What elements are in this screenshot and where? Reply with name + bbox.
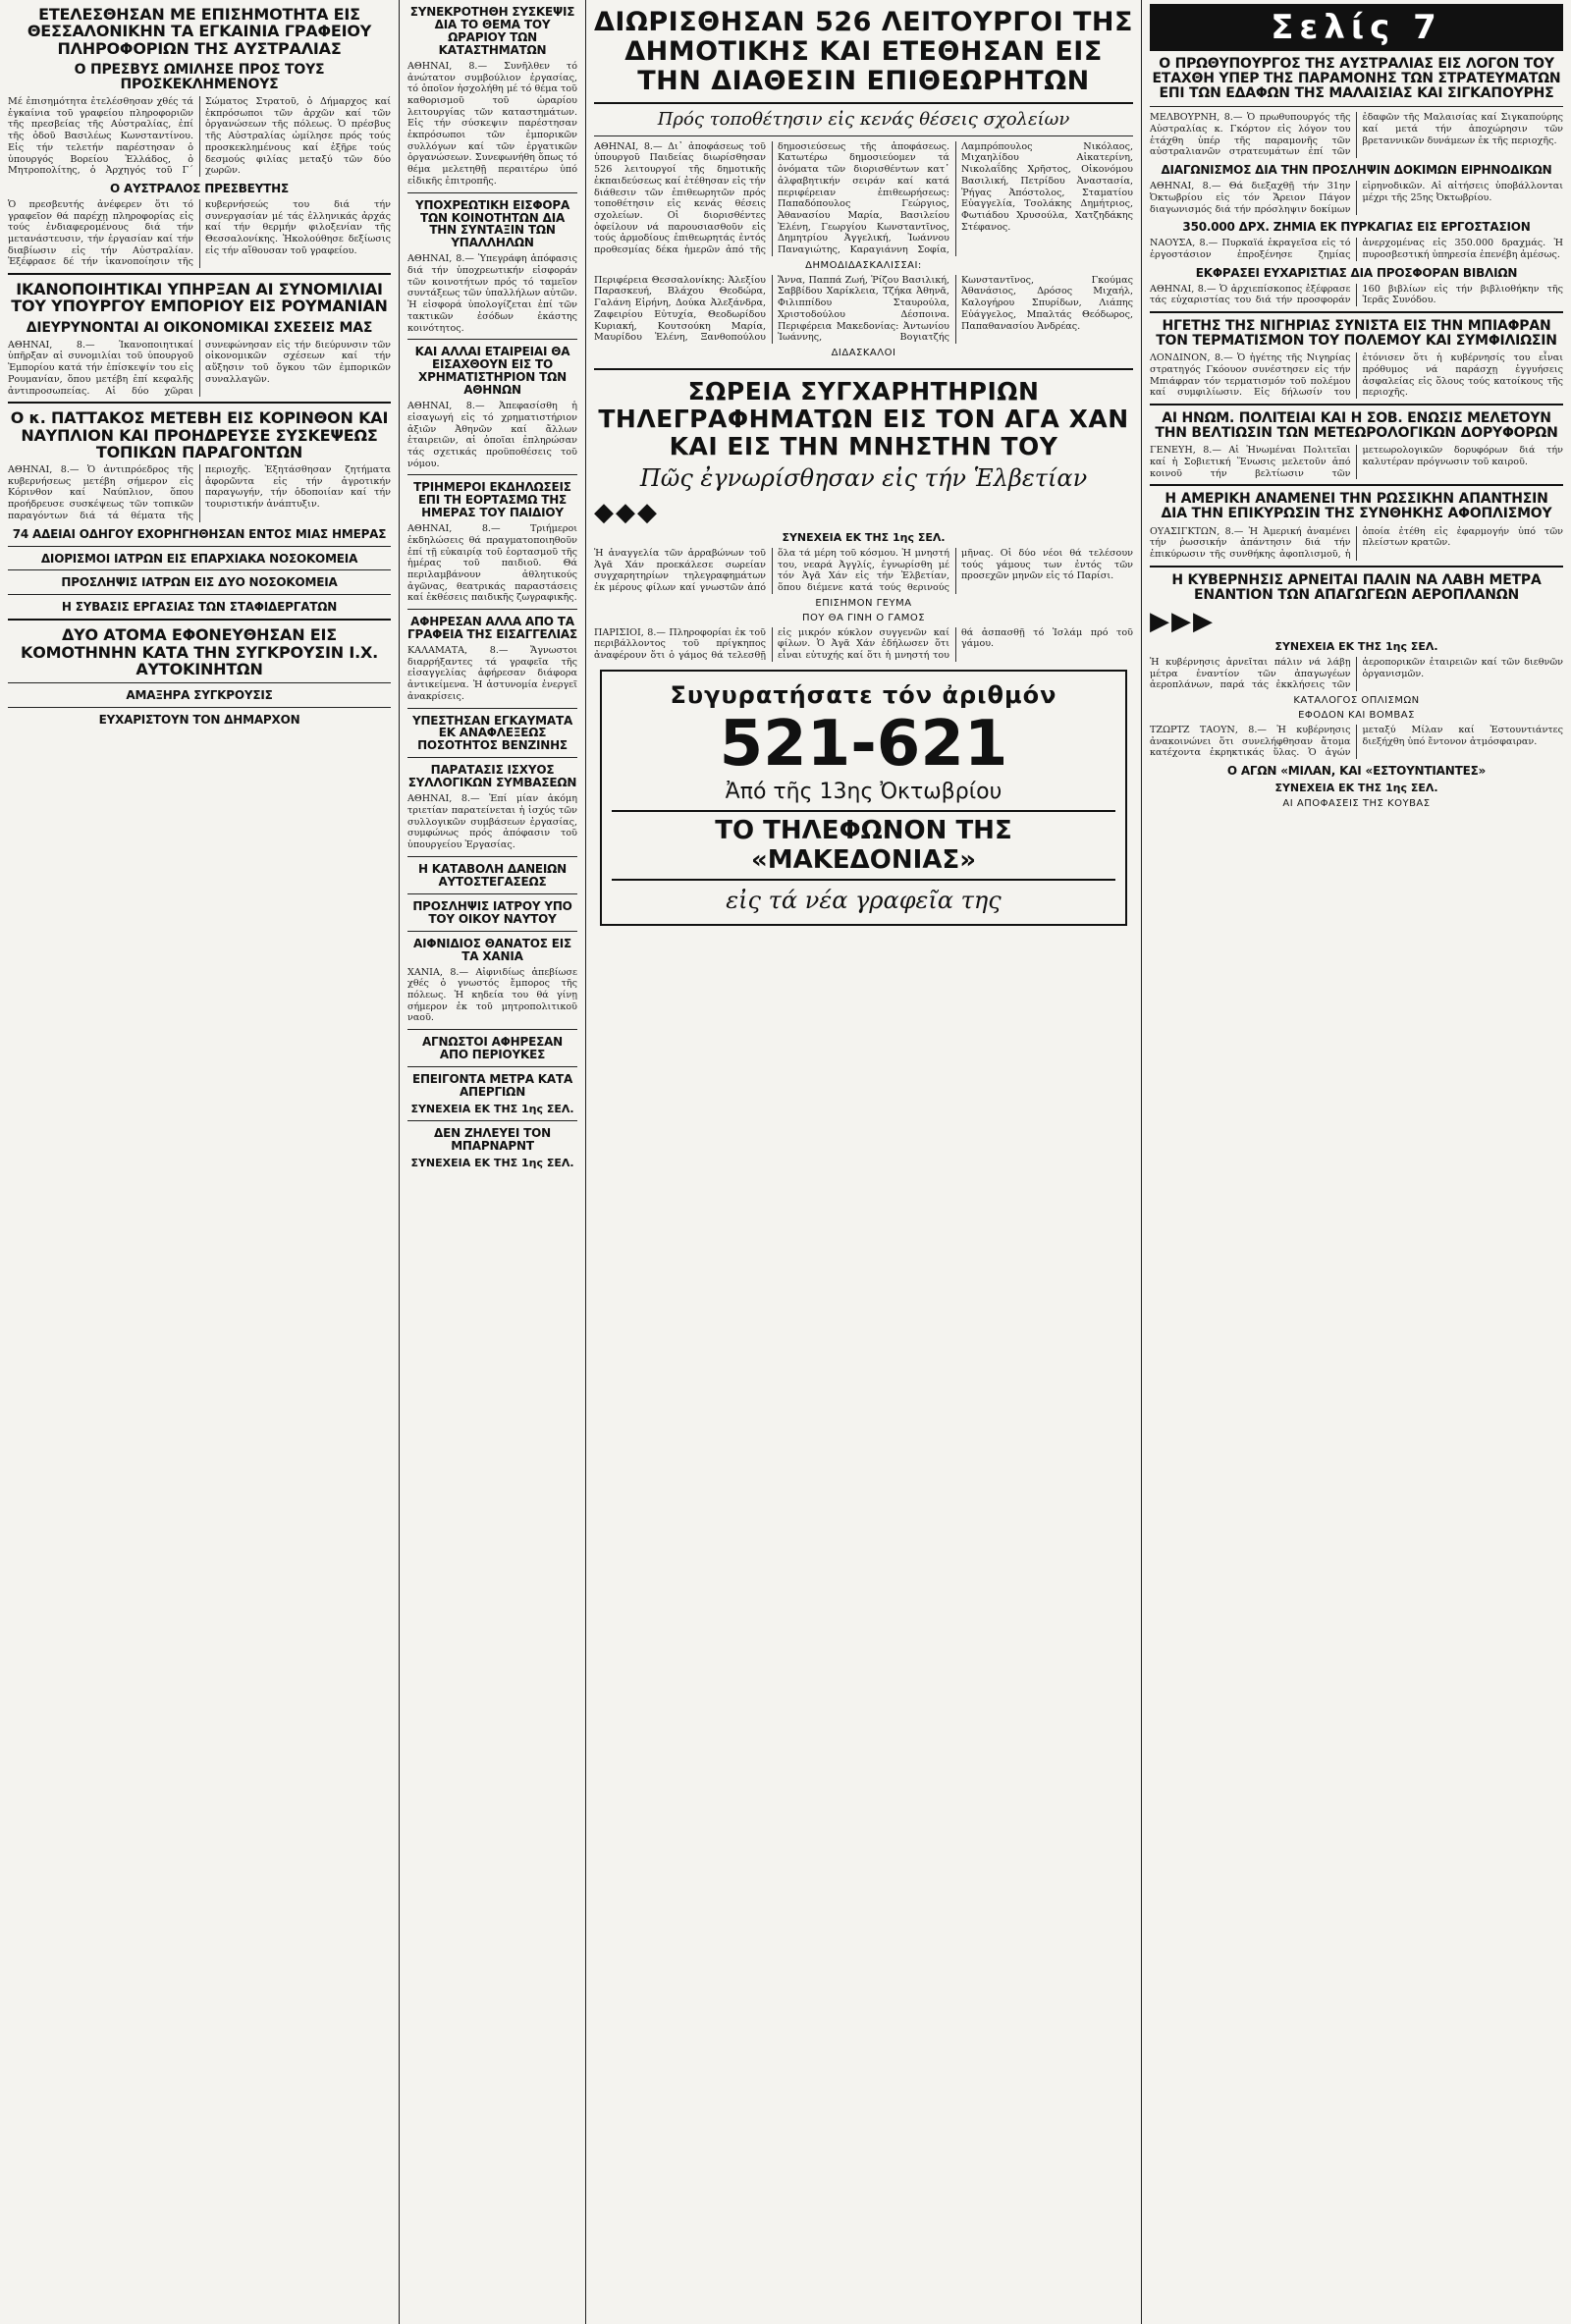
article-body: Ὁ πρεσβευτής ἀνέφερεν ὅτι τό γραφεῖον θά παρέχῃ πληροφορίας εἰς τούς ἐνδιαφερομένους διά τήν μετανάστευσιν, τήν ἐργασίαν καί τήν διαβίωσιν εἰς τήν Αὐστραλίαν. Ἐξέφρασε δέ τήν ἱκανοποίησιν τῆς κυβερνήσεώς του διά τήν συνεργασίαν μέ τάς ἑλληνικάς ἀρχάς καί τήν θερμήν φιλοξενίαν τῆς Θεσσαλονίκης. Ἠκολούθησε δεξίωσις εἰς τήν αἴθουσαν τοῦ γραφείου. [8,198,391,268]
continuation-marker: ▶▶▶ [1150,606,1215,636]
page-number-logo: Σελίς 7 [1150,4,1563,51]
divider [8,619,391,621]
main-story [586,0,1141,2324]
divider [8,707,391,708]
section-label: ΑΙ ΑΠΟΦΑΣΕΙΣ ΤΗΣ ΚΟΥΒΑΣ [1282,798,1431,809]
column-second [400,0,585,2324]
continuation-label: ΣΥΝΕΧΕΙΑ ΕΚ ΤΗΣ 1ης ΣΕΛ. [782,530,946,544]
article-body: ΑΘΗΝΑΙ, 8.— Ὁ ἀρχιεπίσκοπος ἐξέφρασε τάς εὐχαριστίας του διά τήν προσφοράν 160 βιβλίων εἰς τήν βιβλιοθήκην τῆς Ἱερᾶς Συνόδου. [1150,283,1563,306]
headline: ΤΡΙΗΜΕΡΟΙ ΕΚΔΗΛΩΣΕΙΣ ΕΠΙ ΤΗ ΕΟΡΤΑΣΜΩ ΤΗΣ ΗΜΕΡΑΣ ΤΟΥ ΠΑΙΔΙΟΥ [413,480,571,520]
banner-subheadline: Πρός τοποθέτησιν εἰς κενάς θέσεις σχολείων [657,108,1070,130]
article-body: ΑΘΗΝΑΙ, 8.— Δι᾿ ἀποφάσεως τοῦ ὑπουργοῦ Παιδείας διωρίσθησαν 526 λειτουργοί τῆς δημοτικῆς ἐκπαιδεύσεως καί ἐτέθησαν εἰς τήν διάθεσιν τῶν ἐπιθεωρητῶν πρός τοποθέτησιν εἰς κενάς θέσεις σχολείων. Οἱ διορισθέντες ὀφείλουν νά παρουσιασθοῦν εἰς τούς ἁρμοδίους ἐπιθεωρητάς ἐντός προθεσμίας δέκα ἡμερῶν ἀπό τῆς δημοσιεύσεως τῆς ἀποφάσεως. Κατωτέρω δημοσιεύομεν τά ὀνόματα τῶν διορισθέντων κατ᾿ ἀλφαβητικήν σειράν καί κατά περιφέρειαν ἐπιθεωρήσεως: Παπαδόπουλος Γεώργιος, Ἀθανασίου Μαρία, Βασιλείου Ἐλένη, Γεωργίου Κωνσταντῖνος, Δημητρίου Ἀγγελική, Ἰωάννου Παναγιώτης, Καραγιάννη Σοφία, Λαμπρόπουλος Νικόλαος, Μιχαηλίδου Αἰκατερίνη, Νικολαΐδης Χρῆστος, Οἰκονόμου Βασιλική, Πετρίδου Ἀναστασία, Ῥήγας Ἀπόστολος, Σταματίου Εὐαγγελία, Τσολάκης Δημήτριος, Φωτιάδου Χρυσούλα, Χατζηδάκης Στέφανος. [594,140,1133,256]
headline: Ο κ. ΠΑΤΤΑΚΟΣ ΜΕΤΕΒΗ ΕΙΣ ΚΟΡΙΝΘΟΝ ΚΑΙ ΝΑΥΠΛΙΟΝ ΚΑΙ ΠΡΟΗΔΡΕΥΣΕ ΣΥΣΚΕΨΕΩΣ ΤΟΠΙΚΩΝ ΠΑΡΑΓΟΝΤΩΝ [10,408,389,461]
headline: Η ΚΥΒΕΡΝΗΣΙΣ ΑΡΝΕΙΤΑΙ ΠΑΛΙΝ ΝΑ ΛΑΒΗ ΜΕΤΡΑ ΕΝΑΝΤΙΟΝ ΤΩΝ ΑΠΑΓΩΓΕΩΝ ΑΕΡΟΠΛΑΝΩΝ [1171,571,1542,603]
divider [407,893,577,894]
divider [8,594,391,595]
divider [407,708,577,709]
headline: ΣΥΝΕΚΡΟΤΗΘΗ ΣΥΣΚΕΨΙΣ ΔΙΑ ΤΟ ΘΕΜΑ ΤΟΥ ΩΡΑΡΙΟΥ ΤΩΝ ΚΑΤΑΣΤΗΜΑΤΩΝ [409,5,575,57]
headline: ΔΥΟ ΑΤΟΜΑ ΕΦΟΝΕΥΘΗΣΑΝ ΕΙΣ ΚΟΜΟΤΗΝΗΝ ΚΑΤΑ ΤΗΝ ΣΥΓΚΡΟΥΣΙΝ Ι.Χ. ΑΥΤΟΚΙΝΗΤΩΝ [21,625,378,678]
article-body: ΟΥΑΣΙΓΚΤΩΝ, 8.— Ἡ Ἀμερική ἀναμένει τήν ῥωσσικήν ἀπάντησιν διά τήν ἐπικύρωσιν τῆς συνθήκης ἀφοπλισμοῦ, ἡ ὁποία ἐτέθη εἰς ἐφαρμογήν ὑπό τῶν πλείστων κρατῶν. [1150,525,1563,560]
continuation-label: ΣΥΝΕΧΕΙΑ ΕΚ ΤΗΣ 1ης ΣΕΛ. [1274,782,1438,794]
article-body: ΧΑΝΙΑ, 8.— Αἰφνιδίως ἀπεβίωσε χθές ὁ γνωστός ἔμπορος τῆς πόλεως. Ἡ κηδεία του θά γίνῃ σήμερον ἐκ τοῦ μητροπολιτικοῦ ναοῦ. [407,966,577,1024]
continuation-label: ΣΥΝΕΧΕΙΑ ΕΚ ΤΗΣ 1ης ΣΕΛ. [410,1156,574,1169]
ad-phone-number: 521-621 [719,707,1008,781]
subheadline: Ο ΑΥΣΤΡΑΛΟΣ ΠΡΕΣΒΕΥΤΗΣ [110,181,289,195]
divider [407,474,577,475]
article-body: ΑΘΗΝΑΙ, 8.— Ὑπεγράφη ἀπόφασις διά τήν ὑποχρεωτικήν εἰσφοράν τῶν κοινοτήτων πρός τό ταμεῖον συντάξεως τῶν ὑπαλλήλων αὐτῶν. Ἡ εἰσφορά ὑπολογίζεται ἐπί τῶν τακτικῶν ἐσόδων ἑκάστης κοινότητος. [407,253,577,334]
article-body: ΓΕΝΕΥΗ, 8.— Αἱ Ἡνωμέναι Πολιτεῖαι καί ἡ Σοβιετική Ἕνωσις μελετοῦν ἀπό κοινοῦ τήν βελτίωσιν τῶν μετεωρολογικῶν δορυφόρων διά τήν καλυτέραν πρόγνωσιν τοῦ καιροῦ. [1150,445,1563,479]
article-body: ΝΑΟΥΣΑ, 8.— Πυρκαϊά ἐκραγεῖσα εἰς τό ἐργοστάσιον ἐπροξένησε ζημίας ἀνερχομένας εἰς 350.000 δραχμάς. Ἡ πυροσβεστική ὑπηρεσία ἐπενέβη ἀμέσως. [1150,238,1563,260]
divider [407,757,577,758]
divider [407,339,577,340]
divider [407,192,577,193]
divider [407,609,577,610]
subheadline: Ο ΠΡΕΣΒΥΣ ΩΜΙΛΗΣΕ ΠΡΟΣ ΤΟΥΣ ΠΡΟΣΚΕΚΛΗΜΕΝΟΥΣ [74,61,325,92]
headline: ΠΡΟΣΛΗΨΙΣ ΙΑΤΡΩΝ ΕΙΣ ΔΥΟ ΝΟΣΟΚΟΜΕΙΑ [61,575,338,590]
section-label: ΔΗΜΟΔΙΔΑΣΚΑΛΙΣΣΑΙ: [805,259,922,271]
phone-advertisement [600,670,1127,926]
divider [8,402,391,404]
headline: ΠΑΡΑΤΑΣΙΣ ΙΣΧΥΟΣ ΣΥΛΛΟΓΙΚΩΝ ΣΥΜΒΑΣΕΩΝ [407,763,577,790]
section-label: ΔΙΔΑΣΚΑΛΟΙ [831,347,896,358]
divider [1150,484,1563,486]
article-body: Ἡ ἀναγγελία τῶν ἀρραβώνων τοῦ Ἀγᾶ Χάν προεκάλεσε σωρείαν συγχαρητηρίων τηλεγραφημάτων ἐκ μέρους φίλων καί γνωστῶν ἀπό ὅλα τά μέρη τοῦ κόσμου. Ἡ μνηστή του, νεαρά Ἀγγλίς, ἐγνωρίσθη μέ τόν Ἀγᾶ Χάν εἰς τήν Ἑλβετίαν, ὅπου διέμενε κατά τούς θερινούς μῆνας. Οἱ δύο νέοι θά τελέσουν τούς γάμους των ἐντός τῶν προσεχῶν μηνῶν εἰς τό Παρίσι. [594,547,1133,594]
continuation-label: ΣΥΝΕΧΕΙΑ ΕΚ ΤΗΣ 1ης ΣΕΛ. [410,1102,574,1115]
divider [407,1066,577,1067]
article-body: Ἡ κυβέρνησις ἀρνεῖται πάλιν νά λάβῃ μέτρα ἐναντίον τῶν ἀπαγωγέων ἀεροπλάνων, παρά τάς ἐκκλήσεις τῶν ἀεροπορικῶν ἑταιρειῶν καί τῶν διεθνῶν ὀργανισμῶν. [1150,656,1563,691]
headline: Η ΚΑΤΑΒΟΛΗ ΔΑΝΕΙΩΝ ΑΥΤΟΣΤΕΓΑΣΕΩΣ [417,861,568,889]
headline: ΑΦΗΡΕΣΑΝ ΑΛΛΑ ΑΠΟ ΤΑ ΓΡΑΦΕΙΑ ΤΗΣ ΕΙΣΑΓΓΕΛΙΑΣ [407,615,577,642]
divider [1150,311,1563,313]
headline: ΣΩΡΕΙΑ ΣΥΓΧΑΡΗΤΗΡΙΩΝ ΤΗΛΕΓΡΑΦΗΜΑΤΩΝ ΕΙΣ ΤΟΝ ΑΓΑ ΧΑΝ ΚΑΙ ΕΙΣ ΤΗΝ ΜΝΗΣΤΗΝ ΤΟΥ [598,376,1129,460]
headline: Η ΑΜΕΡΙΚΗ ΑΝΑΜΕΝΕΙ ΤΗΝ ΡΩΣΣΙΚΗΝ ΑΠΑΝΤΗΣΙΝ ΔΙΑ ΤΗΝ ΕΠΙΚΥΡΩΣΙΝ ΤΗΣ ΣΥΝΘΗΚΗΣ ΑΦΟΠΛΙΣΜΟΥ [1161,491,1552,522]
headline: ΠΡΟΣΛΗΨΙΣ ΙΑΤΡΟΥ ΥΠΟ ΤΟΥ ΟΙΚΟΥ ΝΑΥΤΟΥ [412,898,572,926]
article-body: ΑΘΗΝΑΙ, 8.— Συνῆλθεν τό ἀνώτατον συμβούλιον ἐργασίας, τό ὁποῖον ἠσχολήθη μέ τό θέμα τοῦ καθορισμοῦ τοῦ ὡραρίου λειτουργίας τῶν καταστημάτων. Εἰς τήν σύσκεψιν παρέστησαν ἐκπρόσωποι τῶν ἐμπορικῶν συλλόγων καί τῶν ἐργατικῶν ὀργανώσεων. Συνεφωνήθη ὅπως τό θέμα μελετηθῇ περαιτέρω ὑπό εἰδικῆς ἐπιτροπῆς. [407,60,577,187]
article-body: ΛΟΝΔΙΝΟΝ, 8.— Ὁ ἡγέτης τῆς Νιγηρίας στρατηγός Γκόουον συνέστησεν εἰς τήν Μπιάφραν τόν τερματισμόν τοῦ πολέμου καί συμφιλίωσιν. Εἰς δήλωσίν του ἐτόνισεν ὅτι ἡ κυβέρνησίς του εἶναι πρόθυμος νά παράσχῃ ἐγγυήσεις ἀσφαλείας εἰς ὅλους τούς κατοίκους τῆς περιοχῆς. [1150,352,1563,399]
headline: ΚΑΙ ΑΛΛΑΙ ΕΤΑΙΡΕΙΑΙ ΘΑ ΕΙΣΑΧΘΟΥΝ ΕΙΣ ΤΟ ΧΡΗΜΑΤΙΣΤΗΡΙΟΝ ΤΩΝ ΑΘΗΝΩΝ [414,345,570,398]
article-body: ΑΘΗΝΑΙ, 8.— Ἀπεφασίσθη ἡ εἰσαγωγή εἰς τό χρηματιστήριον ἀξιῶν Ἀθηνῶν καί ἄλλων ἑταιρειῶν, αἱ ὁποῖαι ἐπληρώσαν τάς σχετικάς προϋποθέσεις τοῦ νόμου. [407,401,577,469]
continuation-label: ΣΥΝΕΧΕΙΑ ΕΚ ΤΗΣ 1ης ΣΕΛ. [1274,639,1438,653]
divider [407,1120,577,1121]
divider [594,135,1133,136]
article-body: ΑΘΗΝΑΙ, 8.— Ὁ ἀντιπρόεδρος τῆς κυβερνήσεως μετέβη σήμερον εἰς Κόρινθον καί Ναύπλιον, ὅπου προήδρευσε συσκέψεως τῶν τοπικῶν παραγόντων διά τά θέματα τῆς περιοχῆς. Ἐξητάσθησαν ζητήματα ἀφορῶντα εἰς τήν ἀγροτικήν παραγωγήν, τήν ὁδοποιίαν καί τήν τουριστικήν ἀνάπτυξιν. [8,464,391,521]
divider [8,682,391,683]
headline: ΕΤΕΛΕΣΘΗΣΑΝ ΜΕ ΕΠΙΣΗΜΟΤΗΤΑ ΕΙΣ ΘΕΣΣΑΛΟΝΙΚΗΝ ΤΑ ΕΓΚΑΙΝΙΑ ΓΡΑΦΕΙΟΥ ΠΛΗΡΟΦΟΡΙΩΝ ΤΗΣ ΑΥΣΤΡΑΛΙΑΣ [27,5,372,58]
section-label: ΕΦΟΔΟΝ ΚΑΙ ΒΟΜΒΑΣ [1298,709,1415,721]
headline: Ο ΠΡΩΘΥΠΟΥΡΓΟΣ ΤΗΣ ΑΥΣΤΡΑΛΙΑΣ ΕΙΣ ΛΟΓΟΝ ΤΟΥ ΕΤΑΧΘΗ ΥΠΕΡ ΤΗΣ ΠΑΡΑΜΟΝΗΣ ΤΩΝ ΣΤΡΑΤΕΥΜΑΤΩΝ ΕΠΙ ΤΩΝ ΕΔΑΦΩΝ ΤΗΣ ΜΑΛΑΙΣΙΑΣ ΚΑΙ ΣΙΓΚΑΠΟΥΡΗΣ [1152,56,1561,102]
divider [594,102,1133,104]
headline: ΔΙΑΓΩΝΙΣΜΟΣ ΔΙΑ ΤΗΝ ΠΡΟΣΛΗΨΙΝ ΔΟΚΙΜΩΝ ΕΙΡΗΝΟΔΙΚΩΝ [1161,163,1552,178]
headline: ΕΥΧΑΡΙΣΤΟΥΝ ΤΟΝ ΔΗΜΑΡΧΟΝ [98,713,300,728]
headline: ΔΙΟΡΙΣΜΟΙ ΙΑΤΡΩΝ ΕΙΣ ΕΠΑΡΧΙΑΚΑ ΝΟΣΟΚΟΜΕΙΑ [40,551,358,566]
article-body: ΑΘΗΝΑΙ, 8.— Θά διεξαχθῇ τήν 31ην Ὀκτωβρίου εἰς τόν Ἄρειον Πάγον διαγωνισμός διά τήν πρόσληψιν δοκίμων εἰρηνοδικῶν. Αἱ αἰτήσεις ὑποβάλλονται μέχρι τῆς 25ης Ὀκτωβρίου. [1150,181,1563,215]
article-body: Περιφέρεια Θεσσαλονίκης: Ἀλεξίου Παρασκευή, Βλάχου Θεοδώρα, Γαλάνη Εἰρήνη, Δούκα Ἀλεξάνδρα, Ζαφειρίου Εὐτυχία, Θεοδωρίδου Κυριακή, Κουτσούκη Μαρία, Μαυρίδου Ἑλένη, Ξανθοπούλου Ἄννα, Παππά Ζωή, Ῥίζου Βασιλική, Σαββίδου Χαρίκλεια, Τζήκα Ἀθηνᾶ, Φιλιππίδου Σταυρούλα, Χριστοδούλου Δέσποινα. Περιφέρεια Μακεδονίας: Ἀντωνίου Ἰωάννης, Βογιατζής Κωνσταντῖνος, Γκούμας Ἀθανάσιος, Δρόσος Μιχαήλ, Καλογήρου Σπυρίδων, Λιάπης Εὐάγγελος, Μπαλτάς Θεόδωρος, Παπαθανασίου Ἀνδρέας. [594,274,1133,344]
divider [594,368,1133,370]
headline: ΙΚΑΝΟΠΟΙΗΤΙΚΑΙ ΥΠΗΡΞΑΝ ΑΙ ΣΥΝΟΜΙΛΙΑΙ ΤΟΥ ΥΠΟΥΡΓΟΥ ΕΜΠΟΡΙΟΥ ΕΙΣ ΡΟΥΜΑΝΙΑΝ [11,280,388,316]
divider [8,546,391,547]
headline: Η ΣΥΒΑΣΙΣ ΕΡΓΑΣΙΑΣ ΤΩΝ ΣΤΑΦΙΔΕΡΓΑΤΩΝ [61,600,338,615]
headline: ΑΙ ΗΝΩΜ. ΠΟΛΙΤΕΙΑΙ ΚΑΙ Η ΣΟΒ. ΕΝΩΣΙΣ ΜΕΛΕΤΟΥΝ ΤΗΝ ΒΕΛΤΙΩΣΙΝ ΤΩΝ ΜΕΤΕΩΡΟΛΟΓΙΚΩΝ ΔΟΡΥΦΟΡΩΝ [1155,409,1558,442]
article-body: ΜΕΛΒΟΥΡΝΗ, 8.— Ὁ πρωθυπουργός τῆς Αὐστραλίας κ. Γκόρτον εἰς λόγον του ἐτάχθη ὑπέρ τῆς παραμονῆς τῶν αὐστραλιανῶν στρατευμάτων ἐπί τῶν ἐδαφῶν τῆς Μαλαισίας καί Σιγκαπούρης καί μετά τήν ἀποχώρησιν τῶν βρεταννικῶν δυνάμεων ἐκ τῆς περιοχῆς. [1150,112,1563,158]
section-label: ΕΠΙΣΗΜΟΝ ΓΕΥΜΑ [815,597,912,609]
divider [1150,404,1563,405]
headline: ΥΠΕΣΤΗΣΑΝ ΕΓΚΑΥΜΑΤΑ ΕΚ ΑΝΑΦΛΕΞΕΩΣ ΠΟΣΟΤΗΤΟΣ ΒΕΝΖΙΝΗΣ [411,713,573,753]
ad-line: Συγυρατήσατε τόν ἀριθμόν [670,680,1057,709]
article-body: ΠΑΡΙΣΙΟΙ, 8.— Πληροφορίαι ἐκ τοῦ περιβάλλοντος τοῦ πρίγκηπος ἀναφέρουν ὅτι ὁ γάμος θά τελεσθῇ εἰς μικρόν κύκλον συγγενῶν καί φίλων. Ὁ Ἀγᾶ Χάν ἐδήλωσεν ὅτι εἶναι εὐτυχής καί ὅτι ἡ μνηστή του θά ἀσπασθῇ τό Ἰσλάμ πρό τοῦ γάμου. [594,626,1133,662]
headline: ΔΕΝ ΖΗΛΕΥΕΙ ΤΟΝ ΜΠΑΡΝΑΡΝΤ [434,1125,551,1153]
ad-line: εἰς τά νέα γραφεῖα της [726,886,1002,914]
divider [407,931,577,932]
article-body: ΤΖΩΡΤΖ ΤΑΟΥΝ, 8.— Ἡ κυβέρνησις ἀνακοινώνει ὅτι συνελήφθησαν ἄτομα κατέχοντα ἐκρηκτικάς ὕλας. Ὁ ἀγών μεταξύ Μίλαν καί Ἐστουντιάντες διεξήχθη ὑπό ἔντονον ἀτμόσφαιραν. [1150,724,1563,759]
divider [8,569,391,570]
headline: ΑΜΑΞΗΡΑ ΣΥΓΚΡΟΥΣΙΣ [126,688,273,703]
divider [407,856,577,857]
headline: ΕΠΕΙΓΟΝΤΑ ΜΕΤΡΑ ΚΑΤΑ ΑΠΕΡΓΙΩΝ [411,1071,573,1099]
headline: ΗΓΕΤΗΣ ΤΗΣ ΝΙΓΗΡΙΑΣ ΣΥΝΙΣΤΑ ΕΙΣ ΤΗΝ ΜΠΙΑΦΡΑΝ ΤΟΝ ΤΕΡΜΑΤΙΣΜΟΝ ΤΟΥ ΠΟΛΕΜΟΥ ΚΑΙ ΣΥΜΦΙΛΙΩΣΙΝ [1156,317,1557,350]
headline: ΑΓΝΩΣΤΟΙ ΑΦΗΡΕΣΑΝ ΑΠΟ ΠΕΡΙΟΥΚΕΣ [421,1035,564,1061]
column-left [0,0,399,2324]
article-body: ΑΘΗΝΑΙ, 8.— Ἐπί μίαν ἀκόμη τριετίαν παρατείνεται ἡ ἰσχύς τῶν συλλογικῶν συμβάσεων ἐργασίας, συμφώνως πρός ἀπόφασιν τοῦ ὑπουργείου Ἐργασίας. [407,793,577,851]
headline: ΑΙΦΝΙΔΙΟΣ ΘΑΝΑΤΟΣ ΕΙΣ ΤΑ ΧΑΝΙΑ [412,936,572,963]
subheadline: ΔΙΕΥΡΥΝΟΝΤΑΙ ΑΙ ΟΙΚΟΝΟΜΙΚΑΙ ΣΧΕΣΕΙΣ ΜΑΣ [26,319,373,336]
headline: 74 ΑΔΕΙΑΙ ΟΔΗΓΟΥ ΕΧΟΡΗΓΗΘΗΣΑΝ ΕΝΤΟΣ ΜΙΑΣ ΗΜΕΡΑΣ [12,526,387,541]
divider [1150,566,1563,567]
subheadline: Πῶς ἐγνωρίσθησαν εἰς τήν Ἑλβετίαν [639,463,1088,492]
article-body: ΑΘΗΝΑΙ, 8.— Τριήμεροι ἐκδηλώσεις θά πραγματοποιηθοῦν ἐπί τῇ εὐκαιρίᾳ τοῦ ἑορτασμοῦ τῆς ἡμέρας τοῦ παιδιοῦ. Θά περιλαμβάνουν ἀθλητικούς ἀγῶνας, θεατρικάς παραστάσεις καί ἐκθέσεις παιδικῆς ζωγραφικῆς. [407,523,577,604]
divider [407,1029,577,1030]
headline: ΕΚΦΡΑΣΕΙ ΕΥΧΑΡΙΣΤΙΑΣ ΔΙΑ ΠΡΟΣΦΟΡΑΝ ΒΙΒΛΙΩΝ [1195,265,1518,280]
divider [8,273,391,275]
ad-line: Ἀπό τῆς 13ης Ὀκτωβρίου [725,779,1002,804]
section-label: ΚΑΤΑΛΟΓΟΣ ΟΠΛΙΣΜΩΝ [1293,694,1420,706]
ad-line: ΤΟ ΤΗΛΕΦΩΝΟΝ ΤΗΣ «ΜΑΚΕΔΟΝΙΑΣ» [612,810,1115,881]
continuation-marker: ◆◆◆ [594,497,659,527]
article-body: Μέ ἐπισημότητα ἐτελέσθησαν χθές τά ἐγκαίνια τοῦ γραφείου πληροφοριῶν τῆς πρεσβείας τῆς Αὐστραλίας, ἐπί τῆς ὁδοῦ Βασιλέως Κωνσταντίνου. Εἰς τήν τελετήν παρέστησαν ὁ ὑπουργός Βορείου Ἑλλάδος, ὁ Μητροπολίτης, ὁ Ἀρχηγός τοῦ Γ΄ Σώματος Στρατοῦ, ὁ Δήμαρχος καί ἐκπρόσωποι τῶν ἀρχῶν καί τῶν ὀργανώσεων τῆς πόλεως. Ὁ πρέσβυς τῆς Αὐστραλίας ὡμίλησε πρός τούς προσκεκλημένους καί ἐξῆρε τούς δεσμούς φιλίας μεταξύ τῶν δύο χωρῶν. [8,96,391,177]
article-body: ΑΘΗΝΑΙ, 8.— Ἱκανοποιητικαί ὑπῆρξαν αἱ συνομιλίαι τοῦ ὑπουργοῦ Ἐμπορίου κατά τήν ἐπίσκεψίν του εἰς Ρουμανίαν, ὅπου μετέβη ἐπί κεφαλῆς ἀντιπροσωπείας. Αἱ δύο χῶραι συνεφώνησαν εἰς τήν διεύρυνσιν τῶν οἰκονομικῶν σχέσεων καί τήν αὔξησιν τοῦ ὄγκου τῶν ἐμπορικῶν συναλλαγῶν. [8,339,391,397]
headline: 350.000 ΔΡΧ. ΖΗΜΙΑ ΕΚ ΠΥΡΚΑΓΙΑΣ ΕΙΣ ΕΡΓΟΣΤΑΣΙΟΝ [1182,220,1531,235]
section-label: ΠΟΥ ΘΑ ΓΙΝΗ Ο ΓΑΜΟΣ [801,612,926,623]
headline: Ο ΑΓΩΝ «ΜΙΛΑΝ, ΚΑΙ «ΕΣΤΟΥΝΤΙΑΝΤΕΣ» [1226,764,1487,779]
article-body: ΚΑΛΑΜΑΤΑ, 8.— Ἄγνωστοι διαρρήξαντες τά γραφεῖα τῆς εἰσαγγελίας ἀφήρεσαν διάφορα ἀντικείμενα. Ἡ ἀστυνομία ἐνεργεῖ ἀνακρίσεις. [407,645,577,702]
headline: ΥΠΟΧΡΕΩΤΙΚΗ ΕΙΣΦΟΡΑ ΤΩΝ ΚΟΙΝΟΤΗΤΩΝ ΔΙΑ ΤΗΝ ΣΥΝΤΑΞΙΝ ΤΩΝ ΥΠΑΛΛΗΛΩΝ [414,197,570,250]
banner-headline: ΔΙΩΡΙΣΘΗΣΑΝ 526 ΛΕΙΤΟΥΡΓΟΙ ΤΗΣ ΔΗΜΟΤΙΚΗΣ ΚΑΙ ΕΤΕΘΗΣΑΝ ΕΙΣ ΤΗΝ ΔΙΑΘΕΣΙΝ ΕΠΙΘΕΩΡΗΤΩΝ [594,7,1133,97]
column-right [1142,0,1571,2324]
divider [1150,106,1563,107]
